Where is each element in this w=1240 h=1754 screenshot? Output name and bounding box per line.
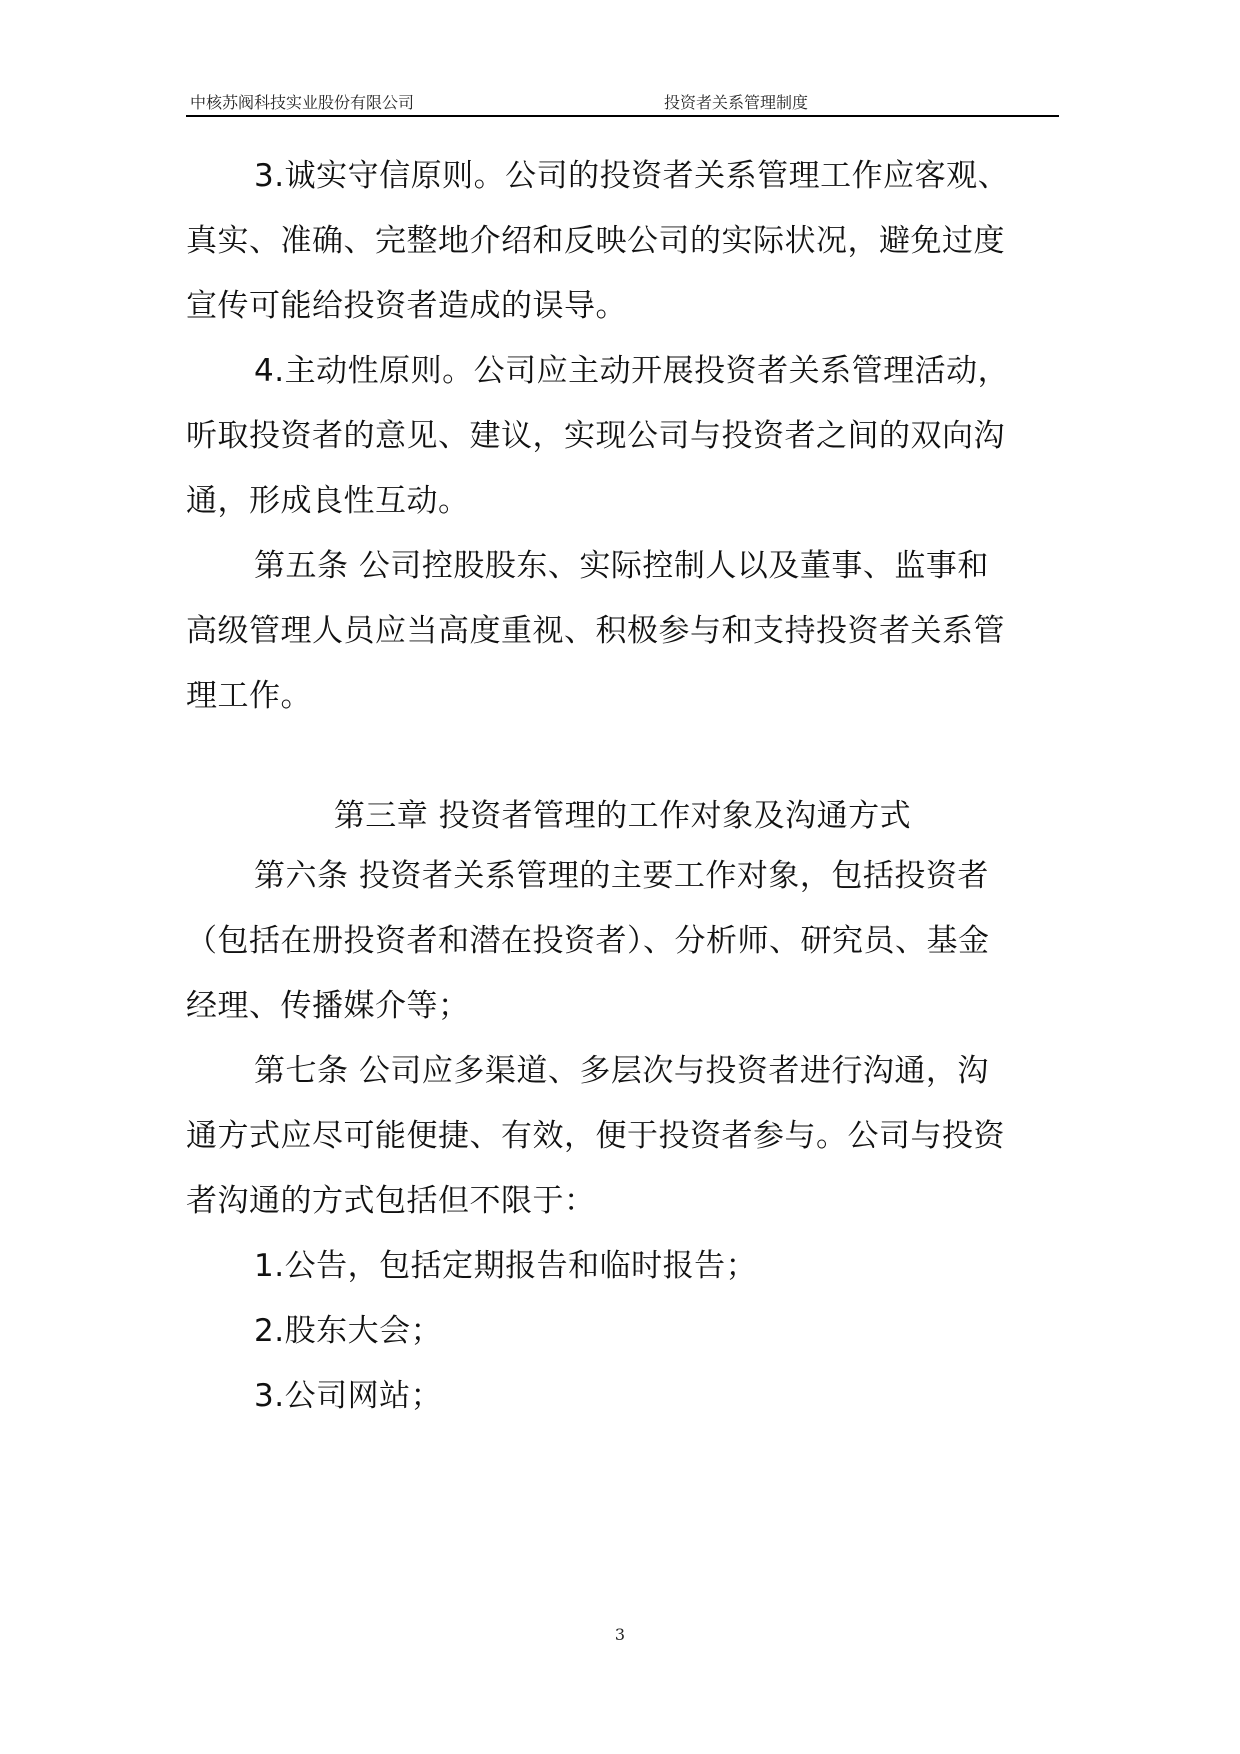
list-item: 1.公告，包括定期报告和临时报告； bbox=[254, 1248, 758, 1284]
article-7-line: 通方式应尽可能便捷、有效，便于投资者参与。公司与投资 bbox=[186, 1118, 1005, 1154]
article-5-line: 高级管理人员应当高度重视、积极参与和支持投资者关系管 bbox=[186, 613, 1005, 649]
page-number: 3 bbox=[614, 1625, 626, 1644]
article-5-line: 理工作。 bbox=[186, 678, 312, 714]
list-item: 3.公司网站； bbox=[254, 1378, 443, 1414]
article-6-line: 经理、传播媒介等； bbox=[186, 988, 470, 1024]
list-item: 2.股东大会； bbox=[254, 1313, 443, 1349]
header-company-name: 中核苏阀科技实业股份有限公司 bbox=[190, 93, 415, 112]
page-header bbox=[186, 88, 1059, 117]
article-7-line: 第七条 公司应多渠道、多层次与投资者进行沟通，沟 bbox=[254, 1053, 989, 1089]
paragraph-line: 4.主动性原则。公司应主动开展投资者关系管理活动， bbox=[254, 353, 1010, 389]
paragraph-line: 真实、准确、完整地介绍和反映公司的实际状况，避免过度 bbox=[186, 223, 1005, 259]
paragraph-line: 通，形成良性互动。 bbox=[186, 483, 470, 519]
article-6-line: （包括在册投资者和潜在投资者）、分析师、研究员、基金 bbox=[186, 923, 990, 959]
header-document-title: 投资者关系管理制度 bbox=[664, 93, 809, 112]
paragraph-line: 3.诚实守信原则。公司的投资者关系管理工作应客观、 bbox=[254, 158, 1010, 194]
paragraph-line: 宣传可能给投资者造成的误导。 bbox=[186, 288, 627, 324]
chapter-3-heading: 第三章 投资者管理的工作对象及沟通方式 bbox=[333, 798, 912, 834]
article-7-line: 者沟通的方式包括但不限于： bbox=[186, 1183, 596, 1219]
article-6-line: 第六条 投资者关系管理的主要工作对象，包括投资者 bbox=[254, 858, 989, 894]
article-5-line: 第五条 公司控股股东、实际控制人以及董事、监事和 bbox=[254, 548, 989, 584]
paragraph-line: 听取投资者的意见、建议，实现公司与投资者之间的双向沟 bbox=[186, 418, 1005, 454]
